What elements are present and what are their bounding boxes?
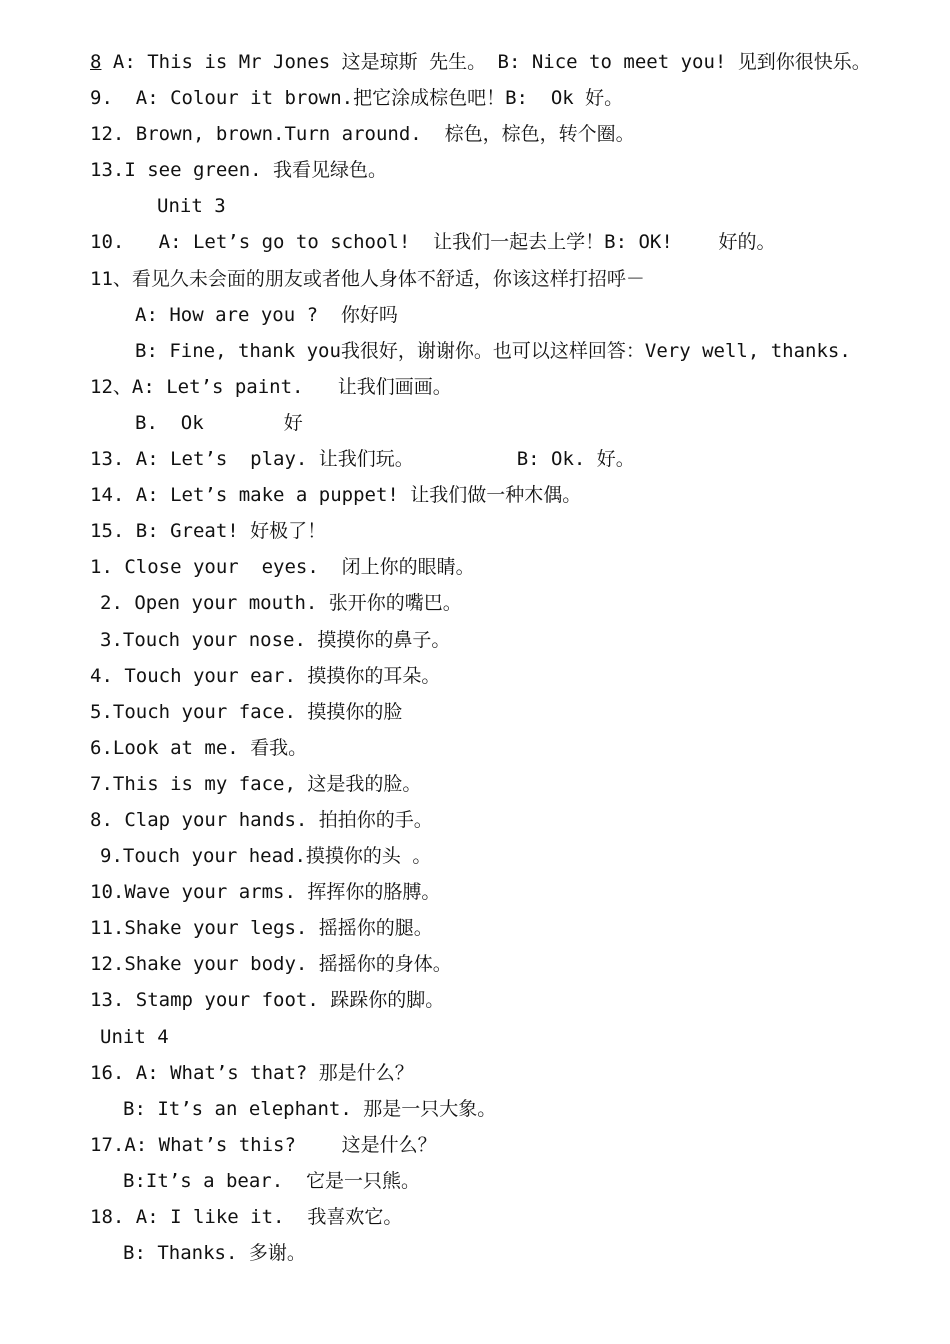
text-line: 18. A: I like it. 我喜欢它。: [90, 1206, 403, 1228]
text-line: 10.Wave your arms. 挥挥你的胳膊。: [90, 881, 441, 904]
unit-heading: Unit 4: [100, 1025, 169, 1048]
line-text: A: This is Mr Jones 这是琼斯 先生。 B: Nice to meet you! 见到你很快乐。: [101, 51, 871, 73]
text-line: 11、看见久未会面的朋友或者他人身体不舒适，你该这样打招呼－: [90, 267, 645, 290]
text-line: 12、A: Let’s paint. 让我们画画。: [90, 375, 452, 398]
text-line: [90, 44, 940, 80]
text-line: 13. A: Let’s play. 让我们玩。 B: Ok. 好。: [90, 448, 635, 471]
document-page: [90, 44, 940, 1271]
text-line: 4. Touch your ear. 摸摸你的耳朵。: [90, 664, 441, 687]
text-line: 17.A: What’s this? 这是什么？: [90, 1133, 437, 1156]
text-line: 8. Clap your hands. 拍拍你的手。: [90, 808, 433, 831]
text-line: 14. A: Let’s make a puppet! 让我们做一种木偶。: [90, 484, 582, 507]
text-line: 11.Shake your legs. 摇摇你的腿。: [90, 917, 433, 940]
text-line: 16. A: What’s that? 那是什么？: [90, 1061, 414, 1084]
text-line: 9. A: Colour it brown.把它涂成棕色吧！B: Ok 好。: [90, 87, 624, 110]
text-line: 6.Look at me. 看我。: [90, 736, 308, 759]
text-line: 7.This is my face, 这是我的脸。: [90, 772, 422, 795]
text-line: 5.Touch your face. 摸摸你的脸: [90, 700, 403, 723]
text-line: B: Fine, thank you我很好，谢谢你。也可以这样回答：Very well, thanks.: [135, 339, 851, 362]
text-line: 10. A: Let’s go to school! 让我们一起去上学！B: OK! 好的。: [90, 231, 776, 254]
text-line: B. Ok 好: [135, 411, 303, 434]
text-line: 13.I see green. 我看见绿色。: [90, 159, 388, 182]
item-number: 8: [90, 51, 102, 73]
text-line: B: Thanks. 多谢。: [123, 1242, 306, 1265]
text-line: 2. Open your mouth. 张开你的嘴巴。: [100, 592, 462, 615]
unit-heading: Unit 3: [157, 195, 226, 218]
text-line: A: How are you ? 你好吗: [135, 303, 398, 326]
text-line: 3.Touch your nose. 摸摸你的鼻子。: [100, 628, 451, 651]
text-line: 9.Touch your head.摸摸你的头 。: [100, 845, 432, 868]
text-line: 12.Shake your body. 摇摇你的身体。: [90, 953, 452, 976]
text-line: 13. Stamp your foot. 跺跺你的脚。: [90, 989, 445, 1012]
text-line: B: It’s an elephant. 那是一只大象。: [123, 1097, 497, 1120]
text-line: 1. Close your eyes. 闭上你的眼睛。: [90, 556, 475, 579]
text-line: 15. B: Great! 好极了！: [90, 520, 327, 543]
text-line: B:It’s a bear. 它是一只熊。: [123, 1169, 421, 1192]
text-line: 12. Brown, brown.Turn around. 棕色，棕色，转个圈。: [90, 123, 635, 146]
